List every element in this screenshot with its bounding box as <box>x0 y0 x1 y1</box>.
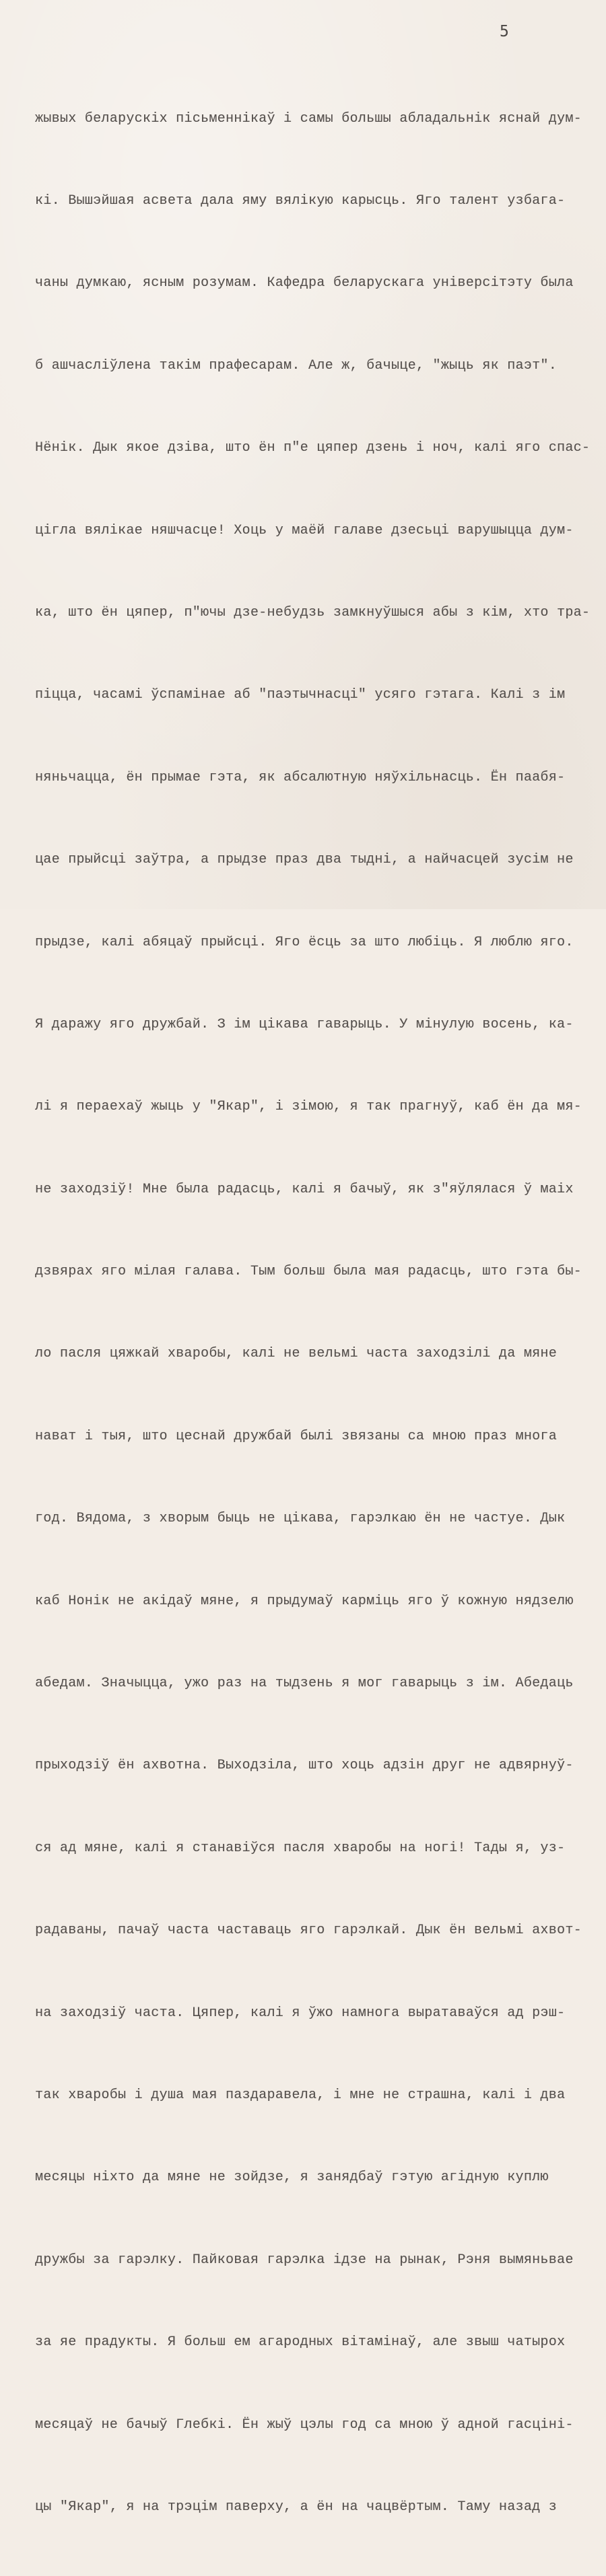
text-line: цае прыйсці заўтра, а прыдзе праз два тыдні, а найчасцей зусім не <box>35 852 574 868</box>
text-line: месяцаў не бачыў Глебкі. Ён жыў цэлы год са мною ў адной гасціні- <box>35 2417 574 2433</box>
text-line: радаваны, пачаў часта частаваць яго гарэлкай. Дык ён вельмі ахвот- <box>35 1923 582 1939</box>
text-line: цігла вялікае няшчасце! Хоць у маёй галаве дзесьці варушыцца дум- <box>35 522 574 538</box>
text-line: прыходзіў ён ахвотна. Выходзіла, што хоць адзін друг не адвярнуў- <box>35 1758 574 1774</box>
text-line: ка, што ён цяпер, п"ючы дзе-небудзь замкнуўшыся абы з кім, хто тра- <box>35 604 591 620</box>
text-line: дзвярах яго мілая галава. Тым больш была мая радасць, што гэта бы- <box>35 1264 582 1280</box>
text-line: не заходзіў! Мне была радасць, калі я бачыў, як з"яўлялася ў маіх <box>35 1181 574 1197</box>
text-line: месяцы ніхто да мяне не зойдзе, я занядбаў гэтую агідную куплю <box>35 2170 549 2186</box>
text-line: чаны думкаю, ясным розумам. Кафедра беларускага універсітэту была <box>35 275 574 291</box>
text-line: кі. Вышэйшая асвета дала яму вялікую карысць. Яго талент узбага- <box>35 192 566 209</box>
text-line: лі я пераехаў жыць у "Якар", і зімою, я так прагнуў, каб ён да мя- <box>35 1099 582 1115</box>
text-line: каб Нонік не акідаў мяне, я прыдумаў карміць яго ў кожную нядзелю <box>35 1593 574 1609</box>
text-line: год. Вядома, з хворым быць не цікава, гарэлкаю ён не частуе. Дык <box>35 1511 566 1527</box>
text-line: цы "Якар", я на трэцім паверху, а ён на чацвёртым. Таму назад з <box>35 2499 558 2515</box>
text-line: жывых беларускіх пісьменнікаў і самы большы абладальнік яснай дум- <box>35 110 582 127</box>
text-line: на заходзіў часта. Цяпер, калі я ўжо намнога выратаваўся ад рэш- <box>35 2005 566 2021</box>
body-text <box>35 50 598 2576</box>
text-line: ло пасля цяжкай хваробы, калі не вельмі часта заходзілі да мяне <box>35 1346 558 1362</box>
page-number: 5 <box>500 23 509 40</box>
text-line: б ашчасліўлена такім прафесарам. Але ж, бачыце, "жыць як паэт". <box>35 357 558 373</box>
text-line: дружбы за гарэлку. Пайковая гарэлка ідзе на рынак, Рэня вымяньвае <box>35 2252 574 2268</box>
text-line: за яе прадукты. Я больш ем агародных вітамінаў, але звыш чатырох <box>35 2334 566 2351</box>
text-line: прыдзе, калі абяцаў прыйсці. Яго ёсць за што любіць. Я люблю яго. <box>35 934 574 950</box>
text-line: Я даражу яго дружбай. З ім цікава гаварыць. У мінулую восень, ка- <box>35 1016 574 1032</box>
text-line: абедам. Значыцца, ужо раз на тыдзень я мог гаварыць з ім. Абедаць <box>35 1676 574 1692</box>
text-line: ся ад мяне, калі я станавіўся пасля хваробы на ногі! Тады я, уз- <box>35 1840 566 1856</box>
text-line: піцца, часамі ўспамінае аб "паэтычнасці" усяго гэтага. Калі з ім <box>35 687 566 703</box>
text-line: так хваробы і душа мая паздаравела, і мне не страшна, калі і два <box>35 2087 566 2103</box>
text-line: Нёнік. Дык якое дзіва, што ён п"е цяпер дзень і ноч, калі яго спас- <box>35 440 591 456</box>
text-line: нават і тыя, што цеснай дружбай былі звязаны са мною праз многа <box>35 1428 558 1444</box>
text-line: няньчацца, ён прымае гэта, як абсалютную няўхільнасць. Ён паабя- <box>35 769 566 785</box>
